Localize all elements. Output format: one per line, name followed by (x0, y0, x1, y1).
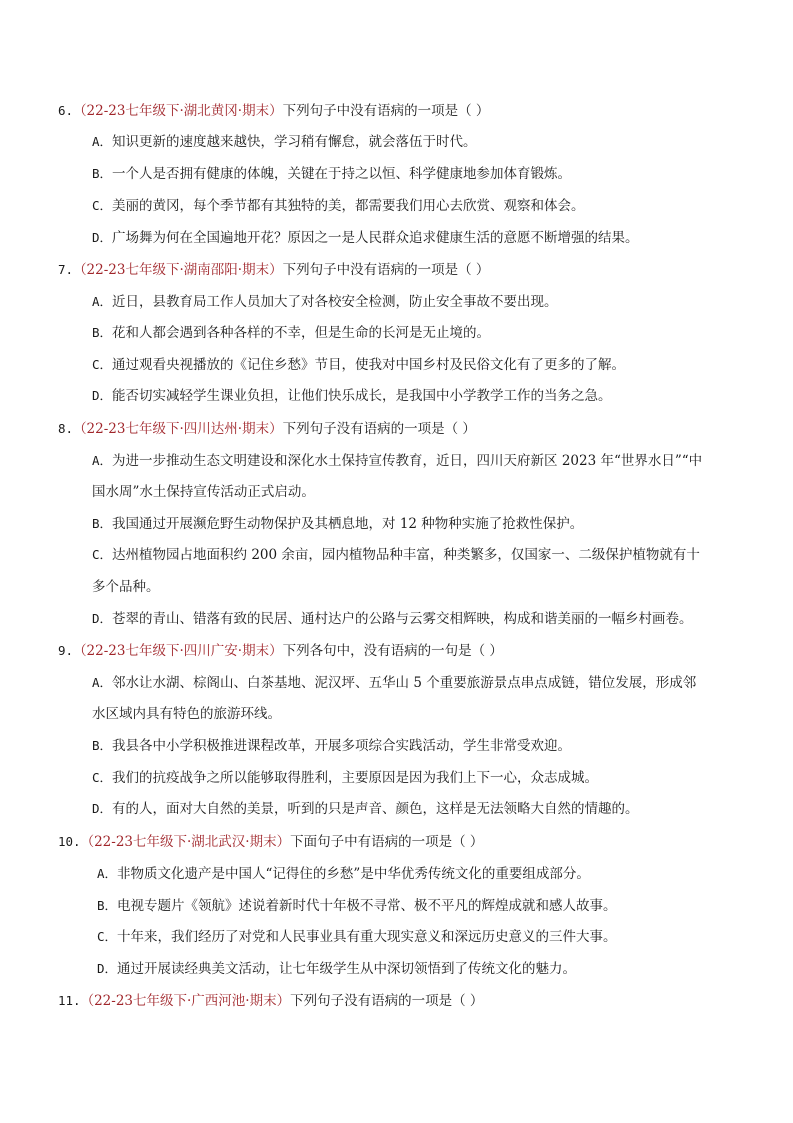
question-text: 下列句子中没有语病的一项是（ ） (282, 262, 490, 278)
option-a: A．为进一步推动生态文明建设和深化水土保持宣传教育，近日，四川天府新区 2023 年“世界水日”“中 (92, 453, 703, 469)
question-7-stem (58, 260, 738, 280)
question-number: 11. (58, 993, 81, 1008)
question-source: （22-23七年级下·湖南邵阳·期末） (73, 262, 283, 278)
option-d: D．苍翠的青山、错落有致的民居、通村达户的公路与云雾交相辉映，构成和谐美丽的一幅乡村画卷。 (92, 611, 693, 627)
question-11-stem (58, 991, 738, 1011)
option-a: A．知识更新的速度越来越快，学习稍有懈怠，就会落伍于时代。 (92, 134, 477, 150)
option-b: B．我县各中小学积极推进课程改革，开展多项综合实践活动，学生非常受欢迎。 (92, 738, 572, 754)
option-d: D．通过开展读经典美文活动，让七年级学生从中深切领悟到了传统文化的魅力。 (97, 961, 577, 977)
option-a-continuation: 国水周”水土保持宣传活动正式启动。 (92, 484, 315, 500)
question-number: 9. (58, 643, 74, 658)
option-b: B．一个人是否拥有健康的体魄，关键在于持之以恒、科学健康地参加体育锻炼。 (92, 166, 572, 182)
option-c: C．十年来，我们经历了对党和人民事业具有重大现实意义和深远历史意义的三件大事。 (97, 929, 617, 945)
question-text: 下面句子中有语病的一项是（ ） (290, 834, 484, 850)
option-d: D．能否切实减轻学生课业负担，让他们快乐成长，是我国中小学教学工作的当务之急。 (92, 388, 612, 404)
question-9-stem (58, 641, 738, 661)
question-text: 下列句子没有语病的一项是（ ） (290, 993, 484, 1009)
option-c: C．美丽的黄冈，每个季节都有其独特的美，都需要我们用心去欣赏、观察和体会。 (92, 198, 585, 214)
question-8-stem (58, 419, 738, 439)
option-a: A．非物质文化遗产是中国人“记得住的乡愁”是中华优秀传统文化的重要组成部分。 (97, 866, 590, 882)
option-a-continuation: 水区域内具有特色的旅游环线。 (92, 706, 281, 722)
option-a: A．近日，县教育局工作人员加大了对各校安全检测，防止安全事故不要出现。 (92, 294, 558, 310)
option-b: B．我国通过开展濒危野生动物保护及其栖息地，对 12 种物种实施了抢救性保护。 (92, 516, 584, 532)
question-source: （22-23七年级下·湖北武汉·期末） (80, 834, 291, 850)
option-c: C．达州植物园占地面积约 200 余亩，园内植物品种丰富，种类繁多，仅国家一、二级保护植物就有十 (92, 547, 700, 563)
option-b: B．电视专题片《领航》述说着新时代十年极不寻常、极不平凡的辉煌成就和感人故事。 (97, 898, 617, 914)
option-c-continuation: 多个品种。 (92, 579, 160, 595)
option-c: C．通过观看央视播放的《记住乡愁》节目，使我对中国乡村及民俗文化有了更多的了解。 (92, 357, 626, 373)
question-number: 10. (58, 834, 81, 849)
question-source: （22-23七年级下·广西河池·期末） (80, 993, 291, 1009)
question-number: 8. (58, 421, 74, 436)
question-source: （22-23七年级下·四川广安·期末） (73, 643, 283, 659)
option-a: A．邻水让水湖、棕阁山、白茶基地、泥汉坪、五华山 5 个重要旅游景点串点成链，错位发展，形成邻 (92, 675, 697, 691)
question-number: 7. (58, 262, 74, 277)
option-d: D．广场舞为何在全国遍地开花？原因之一是人民群众追求健康生活的意愿不断增强的结果。 (92, 230, 639, 246)
question-text: 下列句子没有语病的一项是（ ） (282, 421, 476, 437)
option-b: B．花和人都会遇到各种各样的不幸，但是生命的长河是无止境的。 (92, 325, 491, 341)
question-source: （22-23七年级下·湖北黄冈·期末） (73, 103, 283, 119)
question-text: 下列各句中，没有语病的一句是（ ） (282, 643, 503, 659)
question-number: 6. (58, 103, 74, 118)
option-c: C．我们的抗疫战争之所以能够取得胜利，主要原因是因为我们上下一心，众志成城。 (92, 770, 599, 786)
question-text: 下列句子中没有语病的一项是（ ） (282, 103, 490, 119)
question-source: （22-23七年级下·四川达州·期末） (73, 421, 283, 437)
question-10-stem (58, 832, 738, 852)
question-6-stem (58, 101, 738, 121)
option-d: D．有的人，面对大自然的美景，听到的只是声音、颜色，这样是无法领略大自然的情趣的。 (92, 801, 639, 817)
